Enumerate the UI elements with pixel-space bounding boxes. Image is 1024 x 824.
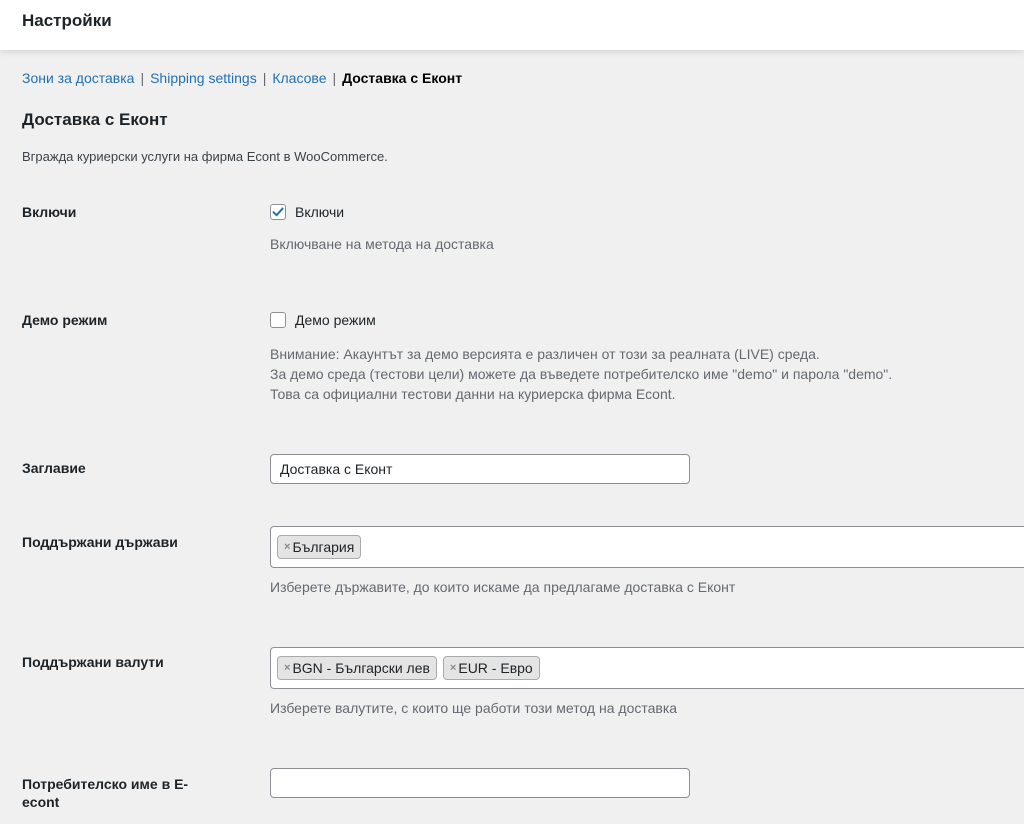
enable-checkbox-label: Включи [295, 204, 345, 220]
country-tag-label: България [292, 539, 355, 555]
check-icon [270, 204, 286, 220]
demo-description-line: Внимание: Акаунтът за демо версията е различен от този за реалната (LIVE) среда. [270, 346, 820, 362]
demo-description-line: За демо среда (тестови цели) можете да въведете потребителско име "demo" и парола "demo". [270, 366, 893, 382]
demo-mode-checkbox-label: Демо режим [295, 312, 376, 328]
countries-description: Изберете държавите, до които искаме да предлагаме доставка с Еконт [270, 579, 736, 595]
enable-label: Включи [22, 204, 77, 220]
subnav-link-classes[interactable]: Класове [272, 70, 327, 86]
enable-checkbox-wrap[interactable] [270, 203, 344, 221]
country-tag[interactable] [277, 535, 361, 559]
enable-description: Включване на метода на доставка [270, 236, 494, 252]
countries-select[interactable] [270, 526, 1024, 568]
demo-mode-checkbox-wrap[interactable] [270, 311, 376, 329]
demo-description-line: Това са официални тестови данни на куриерска фирма Econt. [270, 386, 676, 402]
subnav-separator: | [262, 70, 267, 86]
top-header-bar [0, 0, 1024, 50]
subnav-separator: | [140, 70, 145, 86]
remove-tag-icon[interactable]: × [284, 662, 291, 674]
section-title: Доставка с Еконт [22, 110, 168, 129]
currency-tag[interactable] [443, 656, 540, 680]
subnav-current-econt: Доставка с Еконт [342, 70, 463, 86]
demo-mode-checkbox[interactable] [270, 312, 286, 328]
remove-tag-icon[interactable]: × [284, 541, 291, 553]
title-label: Заглавие [22, 460, 86, 476]
enable-checkbox[interactable] [270, 204, 286, 220]
subnav-link-shipping-settings[interactable]: Shipping settings [150, 70, 257, 86]
title-input[interactable] [270, 454, 690, 484]
currencies-label: Поддържани валути [22, 654, 164, 670]
demo-mode-label: Демо режим [22, 312, 108, 328]
page-title: Настройки [22, 11, 112, 30]
subnav-link-shipping-zones[interactable]: Зони за доставка [22, 70, 135, 86]
currency-tag[interactable] [277, 656, 437, 680]
subnav-separator: | [332, 70, 337, 86]
econt-username-input[interactable] [270, 768, 690, 798]
currencies-select[interactable] [270, 647, 1024, 689]
currency-tag-label: EUR - Евро [458, 660, 533, 676]
shipping-subnav [22, 69, 462, 87]
demo-mode-description [270, 344, 892, 404]
countries-label: Поддържани държави [22, 534, 178, 550]
econt-username-label: Потребителско име в E-econt [22, 776, 189, 810]
currencies-description: Изберете валутите, с които ще работи този метод на доставка [270, 700, 678, 716]
section-description: Вгражда куриерски услуги на фирма Econt в WooCommerce. [22, 149, 388, 164]
currency-tag-label: BGN - Български лев [292, 660, 430, 676]
remove-tag-icon[interactable]: × [449, 662, 457, 674]
